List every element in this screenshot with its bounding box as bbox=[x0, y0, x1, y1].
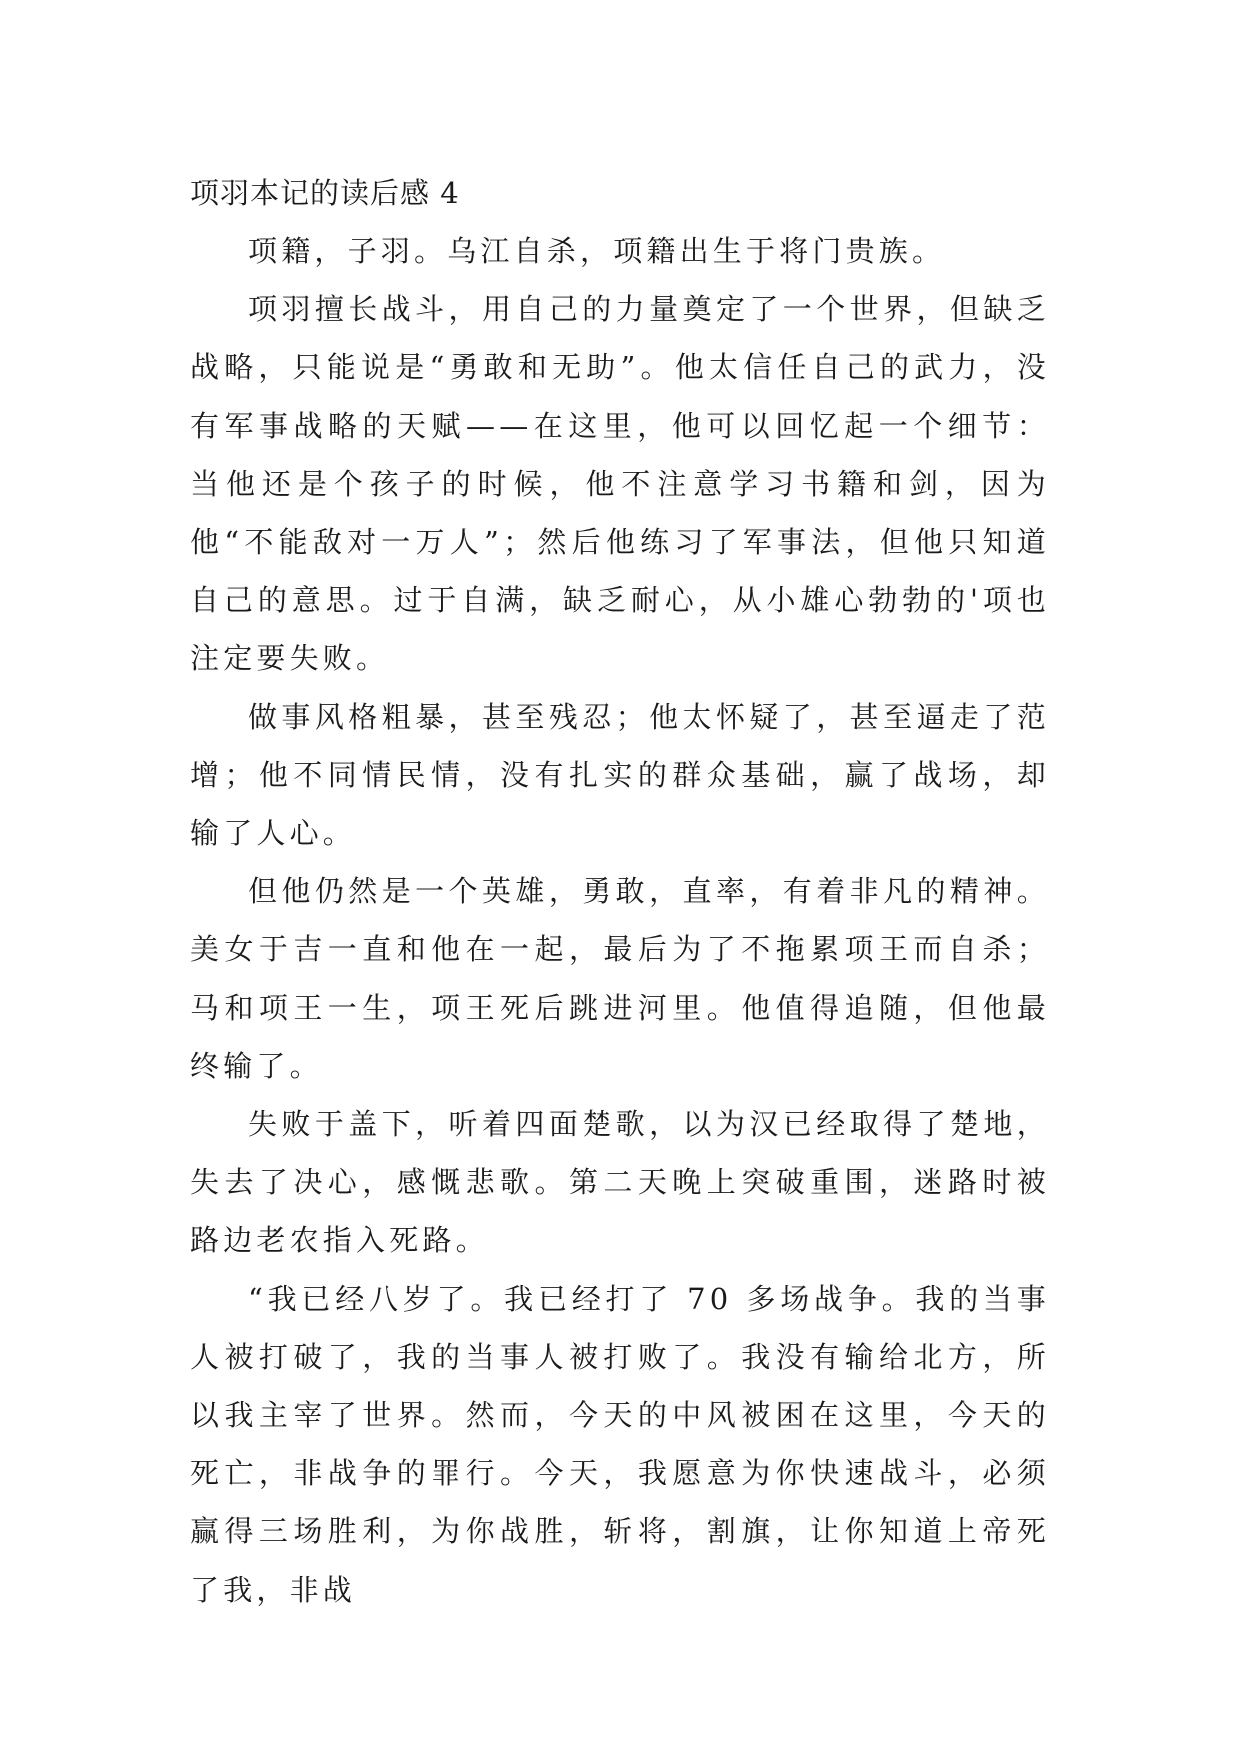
paragraph-2: 项羽擅长战斗，用自己的力量奠定了一个世界，但缺乏战略，只能说是“勇敢和无助”。他太信任自己的武力，没有军事战略的天赋——在这里，他可以回忆起一个细节：当他还是个孩子的时候，他不注意学习书籍和剑，因为他“不能敌对一万人”；然后他练习了军事法，但他只知道自己的意思。过于自满，缺乏耐心，从小雄心勃勃的'项也注定要失败。 bbox=[190, 292, 1050, 676]
document-title: 项羽本记的读后感 4 bbox=[190, 176, 460, 210]
paragraph-3: 做事风格粗暴，甚至残忍；他太怀疑了，甚至逼走了范增；他不同情民情，没有扎实的群众基础，赢了战场，却输了人心。 bbox=[190, 699, 1050, 851]
paragraph-4: 但他仍然是一个英雄，勇敢，直率，有着非凡的精神。美女于吉一直和他在一起，最后为了不拖累项王而自杀；马和项王一生，项王死后跳进河里。他值得追随，但他最终输了。 bbox=[190, 874, 1050, 1083]
paragraph-5: 失败于盖下，听着四面楚歌，以为汉已经取得了楚地，失去了决心，感慨悲歌。第二天晚上突破重围，迷路时被路边老农指入死路。 bbox=[190, 1107, 1050, 1258]
paragraph-1: 项籍，子羽。乌江自杀，项籍出生于将门贵族。 bbox=[248, 234, 946, 268]
document-body bbox=[190, 164, 1050, 1619]
paragraph-6: “我已经八岁了。我已经打了 70 多场战争。我的当事人被打破了，我的当事人被打败了。我没有输给北方，所以我主宰了世界。然而，今天的中风被困在这里，今天的死亡，非战争的罪行。今天，我愿意为你快速战斗，必须赢得三场胜利，为你战胜，斩将，割旗，让你知道上帝死了我，非战 bbox=[190, 1281, 1050, 1607]
